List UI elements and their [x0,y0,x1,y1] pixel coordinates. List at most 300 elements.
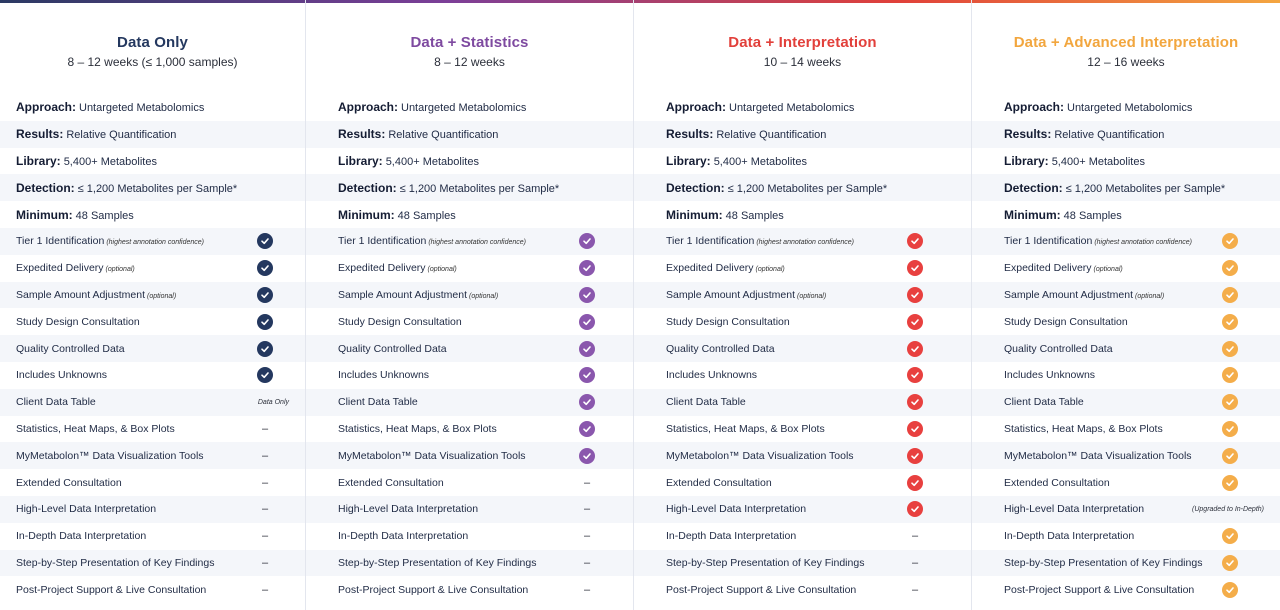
spec-value: Relative Quantification [1054,129,1165,142]
feature-label [338,503,478,515]
check-cell [1210,528,1250,544]
feature-label [16,316,140,328]
not-included-dash: – [261,556,269,569]
feature-row [306,496,633,523]
feature-name: Post-Project Support & Live Consultation [338,583,529,596]
feature-row [0,496,305,523]
check-circle-icon [907,260,923,276]
feature-label [16,343,125,355]
feature-note: (optional) [469,292,499,300]
feature-name: Includes Unknowns [16,369,108,382]
feature-name: Statistics, Heat Maps, & Box Plots [16,422,175,435]
spec-value: 48 Samples [725,209,784,222]
spec-row [972,94,1280,121]
feature-label [338,262,457,274]
spec-text [16,181,237,195]
spec-label: Library: [16,153,61,168]
dash-cell [895,557,935,569]
check-circle-icon [579,260,595,276]
spec-label: Results: [1004,127,1052,142]
check-circle-icon [907,314,923,330]
spec-value: Untargeted Metabolomics [1067,102,1193,115]
check-cell [895,394,935,410]
feature-note: (optional) [147,292,177,300]
spec-text [666,127,826,141]
dash-cell [245,477,285,489]
plan-duration: 8 – 12 weeks [434,55,505,69]
spec-text [338,208,456,222]
feature-row [634,389,971,416]
check-cell [245,341,285,357]
not-included-dash: – [261,422,269,435]
check-circle-icon [579,394,595,410]
spec-value: 5,400+ Metabolites [385,155,479,168]
feature-name: Step-by-Step Presentation of Key Findings [338,556,537,569]
feature-row [306,469,633,496]
feature-label [16,423,175,435]
spec-text [1004,208,1122,222]
spec-row [634,121,971,148]
spec-label: Results: [338,127,386,142]
feature-row [306,308,633,335]
feature-row [972,389,1280,416]
spec-label: Library: [666,153,711,168]
check-cell [567,421,607,437]
spec-text [666,208,784,222]
spec-text [16,127,176,141]
feature-name: Tier 1 Identification [338,235,427,248]
check-cell [245,314,285,330]
feature-label [16,503,156,515]
feature-label [338,477,444,489]
dash-cell [245,450,285,462]
feature-label [666,396,746,408]
check-cell [567,448,607,464]
dash-cell [567,477,607,489]
spec-value: 48 Samples [397,209,456,222]
check-circle-icon [1222,314,1238,330]
feature-label [338,450,526,462]
feature-label [1004,396,1084,408]
check-circle-icon [1222,475,1238,491]
feature-row [0,576,305,603]
feature-row [306,389,633,416]
check-cell [1210,287,1250,303]
feature-label [338,289,498,301]
check-circle-icon [1222,341,1238,357]
feature-label [666,343,775,355]
not-included-dash: – [261,503,269,516]
feature-name: Extended Consultation [338,476,444,489]
feature-label [666,289,826,301]
spec-row [0,121,305,148]
plan-header [972,0,1280,94]
spec-value: 48 Samples [1063,209,1122,222]
spec-row [0,201,305,228]
not-included-dash: – [261,530,269,543]
feature-row [306,362,633,389]
feature-row [972,576,1280,603]
check-cell [1210,233,1250,249]
spec-text [1004,127,1164,141]
spec-label: Minimum: [338,207,395,222]
availability-note: Data Only [257,398,289,406]
spec-label: Minimum: [666,207,723,222]
feature-label [16,557,214,569]
spec-text [338,154,479,168]
check-circle-icon [1222,421,1238,437]
spec-row [306,148,633,175]
spec-value: 5,400+ Metabolites [63,155,157,168]
feature-note: (optional) [105,266,135,274]
feature-row [972,335,1280,362]
feature-label [16,530,146,542]
dash-cell [895,584,935,596]
check-circle-icon [579,341,595,357]
plan-duration: 10 – 14 weeks [763,55,842,69]
spec-text [16,100,204,114]
check-circle-icon [1222,555,1238,571]
spec-row [634,148,971,175]
check-cell [1210,367,1250,383]
feature-label [16,369,107,381]
plan-title: Data + Interpretation [728,34,877,51]
feature-row [634,550,971,577]
not-included-dash: – [583,583,591,596]
feature-name: Sample Amount Adjustment [16,288,145,301]
feature-row [306,228,633,255]
spec-row [306,201,633,228]
check-circle-icon [579,448,595,464]
check-circle-icon [257,287,273,303]
dash-cell [567,503,607,515]
plan-duration: 8 – 12 weeks (≤ 1,000 samples) [67,55,238,69]
feature-row [634,442,971,469]
feature-row [634,576,971,603]
feature-name: In-Depth Data Interpretation [16,530,147,543]
feature-label [338,584,528,596]
feature-row [306,335,633,362]
spec-label: Approach: [1004,100,1064,115]
plan-rows [306,94,633,603]
feature-label [1004,289,1164,301]
feature-row [634,523,971,550]
check-circle-icon [1222,260,1238,276]
feature-name: Includes Unknowns [338,369,430,382]
feature-label [666,584,856,596]
spec-value: Relative Quantification [388,129,499,142]
feature-row [634,228,971,255]
feature-label [16,477,122,489]
feature-row [634,469,971,496]
feature-label [666,235,854,247]
plan-rows [972,94,1280,603]
spec-value: ≤ 1,200 Metabolites per Sample* [77,182,238,195]
not-included-dash: – [261,449,269,462]
feature-name: High-Level Data Interpretation [16,503,157,516]
feature-name: Statistics, Heat Maps, & Box Plots [338,422,497,435]
plan-title: Data + Statistics [410,34,529,51]
feature-name: Tier 1 Identification [16,235,105,248]
spec-row [306,94,633,121]
plan-title: Data Only [117,34,188,51]
plan-duration: 12 – 16 weeks [1087,55,1165,69]
feature-name: Client Data Table [16,396,96,409]
spec-value: Untargeted Metabolomics [401,102,527,115]
check-cell [567,394,607,410]
feature-row [634,282,971,309]
availability-note: (Upgraded to In-Depth) [1192,505,1264,513]
spec-row [634,94,971,121]
feature-row [972,469,1280,496]
spec-value: Untargeted Metabolomics [729,102,855,115]
plan-column-data-statistics [305,0,633,610]
check-cell [567,341,607,357]
feature-row [972,362,1280,389]
check-cell [895,501,935,517]
spec-text [666,100,854,114]
feature-name: Client Data Table [338,396,418,409]
check-cell [895,287,935,303]
feature-row [972,255,1280,282]
dash-cell [567,530,607,542]
feature-row [634,362,971,389]
feature-note: (highest annotation confidence) [756,239,855,247]
feature-name: Expedited Delivery [16,262,104,275]
check-cell [567,314,607,330]
feature-row [0,389,305,416]
spec-label: Approach: [338,100,398,115]
check-cell [1210,341,1250,357]
check-circle-icon [579,314,595,330]
feature-label [1004,423,1163,435]
feature-label [1004,369,1095,381]
check-cell [1210,394,1250,410]
feature-row [0,523,305,550]
feature-row [306,576,633,603]
feature-row [306,282,633,309]
feature-name: Quality Controlled Data [338,342,447,355]
spec-label: Detection: [1004,180,1063,195]
feature-label [666,316,790,328]
plan-header [306,0,633,94]
feature-row [306,255,633,282]
spec-label: Minimum: [16,207,73,222]
feature-row [972,308,1280,335]
check-circle-icon [1222,287,1238,303]
feature-name: Tier 1 Identification [666,235,755,248]
feature-label [338,343,447,355]
feature-name: Extended Consultation [1004,476,1110,489]
feature-row [972,523,1280,550]
dash-cell [245,530,285,542]
feature-note: (highest annotation confidence) [1094,239,1193,247]
feature-name: Sample Amount Adjustment [666,288,795,301]
feature-row [634,416,971,443]
check-circle-icon [257,233,273,249]
feature-note: (optional) [427,266,457,274]
feature-name: Expedited Delivery [666,262,754,275]
spec-value: Untargeted Metabolomics [79,102,205,115]
spec-text [338,100,526,114]
not-included-dash: – [261,583,269,596]
spec-text [1004,154,1145,168]
check-cell [567,260,607,276]
feature-name: In-Depth Data Interpretation [1004,530,1135,543]
feature-name: MyMetabolon™ Data Visualization Tools [16,449,204,462]
feature-label [666,423,825,435]
spec-value: ≤ 1,200 Metabolites per Sample* [1065,182,1226,195]
feature-name: Expedited Delivery [1004,262,1092,275]
feature-row [0,335,305,362]
feature-name: Client Data Table [666,396,746,409]
feature-label [1004,584,1194,596]
dash-cell [245,557,285,569]
feature-label [338,530,468,542]
feature-label [666,450,854,462]
feature-row [0,255,305,282]
check-cell [895,367,935,383]
check-circle-icon [579,287,595,303]
plan-rows [634,94,971,603]
feature-name: Quality Controlled Data [1004,342,1113,355]
feature-label [16,584,206,596]
feature-row [972,496,1280,523]
check-circle-icon [1222,367,1238,383]
spec-row [972,148,1280,175]
feature-label [666,477,772,489]
dash-cell [245,423,285,435]
check-circle-icon [907,475,923,491]
check-circle-icon [907,501,923,517]
spec-value: Relative Quantification [66,129,177,142]
check-cell [895,314,935,330]
feature-label [1004,503,1144,515]
check-circle-icon [1222,233,1238,249]
feature-row [972,228,1280,255]
spec-label: Library: [1004,153,1049,168]
check-circle-icon [907,341,923,357]
check-cell [1210,421,1250,437]
feature-row [306,523,633,550]
feature-row [634,255,971,282]
feature-row [0,550,305,577]
spec-value: ≤ 1,200 Metabolites per Sample* [727,182,888,195]
feature-label [666,262,785,274]
plan-column-data-interpretation [633,0,971,610]
check-cell [895,448,935,464]
not-included-dash: – [911,556,919,569]
check-cell [895,233,935,249]
feature-label [1004,557,1202,569]
spec-row [0,94,305,121]
plan-rows [0,94,305,603]
spec-text [338,127,498,141]
spec-row [972,174,1280,201]
check-cell [1210,314,1250,330]
feature-name: Post-Project Support & Live Consultation [666,583,857,596]
plan-header [0,0,305,94]
check-cell [1210,475,1250,491]
spec-row [0,174,305,201]
feature-name: Includes Unknowns [666,369,758,382]
feature-row [972,550,1280,577]
check-cell [567,367,607,383]
feature-row [972,282,1280,309]
feature-name: Statistics, Heat Maps, & Box Plots [666,422,825,435]
spec-row [634,201,971,228]
dash-cell [567,557,607,569]
feature-row [972,416,1280,443]
feature-name: High-Level Data Interpretation [666,503,807,516]
check-cell [895,341,935,357]
feature-row [634,308,971,335]
spec-label: Library: [338,153,383,168]
feature-label [1004,343,1113,355]
check-cell [1210,582,1250,598]
feature-name: MyMetabolon™ Data Visualization Tools [1004,449,1192,462]
spec-row [0,148,305,175]
feature-label [338,396,418,408]
feature-name: Study Design Consultation [666,315,790,328]
feature-name: MyMetabolon™ Data Visualization Tools [338,449,526,462]
spec-text [16,208,134,222]
feature-row [0,308,305,335]
spec-label: Results: [666,127,714,142]
check-circle-icon [1222,448,1238,464]
feature-row [306,550,633,577]
feature-name: MyMetabolon™ Data Visualization Tools [666,449,854,462]
check-cell [895,260,935,276]
feature-name: Includes Unknowns [1004,369,1096,382]
feature-label [666,557,864,569]
dash-cell [895,530,935,542]
feature-label [1004,530,1134,542]
plan-title: Data + Advanced Interpretation [1013,34,1239,51]
dash-cell [245,584,285,596]
feature-name: Post-Project Support & Live Consultation [1004,583,1195,596]
spec-label: Detection: [16,180,75,195]
feature-name: Step-by-Step Presentation of Key Findings [1004,556,1203,569]
feature-note: (highest annotation confidence) [106,239,205,247]
feature-note: (optional) [1135,292,1165,300]
feature-label [1004,477,1110,489]
check-circle-icon [257,260,273,276]
spec-label: Approach: [666,100,726,115]
check-circle-icon [257,367,273,383]
feature-label [16,396,96,408]
spec-value: ≤ 1,200 Metabolites per Sample* [399,182,560,195]
feature-label [1004,235,1192,247]
feature-row [634,335,971,362]
feature-name: Tier 1 Identification [1004,235,1093,248]
feature-row [0,282,305,309]
feature-row [0,469,305,496]
feature-row [0,416,305,443]
dash-cell [245,503,285,515]
feature-note: (optional) [797,292,827,300]
spec-text [1004,181,1225,195]
spec-row [972,121,1280,148]
feature-label [16,235,204,247]
feature-label [1004,450,1192,462]
check-circle-icon [1222,528,1238,544]
feature-name: Client Data Table [1004,396,1084,409]
feature-name: Step-by-Step Presentation of Key Findings [16,556,215,569]
note-cell [1174,506,1264,513]
check-cell [1210,555,1250,571]
check-cell [245,367,285,383]
